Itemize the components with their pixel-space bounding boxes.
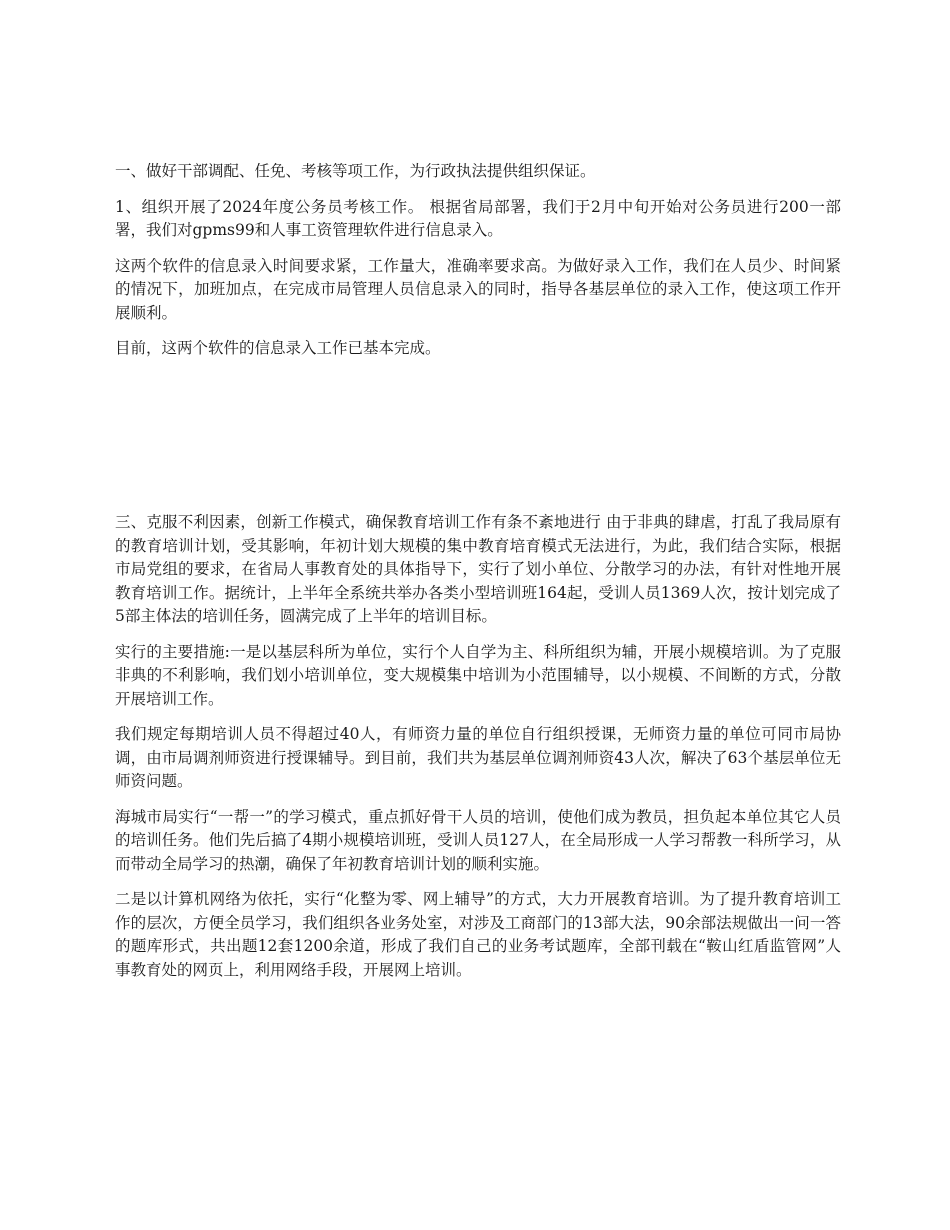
paragraph: 实行的主要措施:一是以基层科所为单位，实行个人自学为主、科所组织为辅，开展小规模培训。为了克服非典的不利影响，我们划小培训单位，变大规模集中培训为小范围辅导，以小规模、不间断的方式，分散开展培训工作。 <box>115 642 841 708</box>
paragraph: 二是以计算机网络为依托，实行“化整为零、网上辅导”的方式，大力开展教育培训。为了提升教育培训工作的层次，方便全员学习，我们组织各业务处室，对涉及工商部门的13部大法，90余部法规做出一问一答的题库形式，共出题12套1200余道，形成了我们自己的业务考试题库，全部刊载在“鞍山红盾监管网”人事教育处的网页上，利用网络手段，开展网上培训。 <box>115 890 841 979</box>
section-three-heading: 三、克服不利因素，创新工作模式，确保教育培训工作有条不紊地进行 由于非典的肆虐，打乱了我局原有的教育培训计划，受其影响，年初计划大规模的集中教育培育模式无法进行，为此，我们结合实际，根据市局党组的要求，在省局人事教育处的具体指导下，实行了划小单位、分散学习的办法，有针对性地开展教育培训工作。据统计，上半年全系统共举办各类小型培训班164起，受训人员1369人次，按计划完成了5部主体法的培训任务，圆满完成了上半年的培训目标。 <box>115 513 841 625</box>
section-three <box>115 511 841 994</box>
paragraph: 1、组织开展了2024年度公务员考核工作。 根据省局部署，我们于2月中旬开始对公务员进行200一部署，我们对gpms99和人事工资管理软件进行信息录入。 <box>115 197 841 239</box>
paragraph: 这两个软件的信息录入时间要求紧，工作量大，准确率要求高。为做好录入工作，我们在人员少、时间紧的情况下，加班加点，在完成市局管理人员信息录入的同时，指导各基层单位的录入工作，使这项工作开展顺利。 <box>115 256 841 322</box>
paragraph: 海城市局实行“一帮一”的学习模式，重点抓好骨干人员的培训，使他们成为教员，担负起本单位其它人员的培训任务。他们先后搞了4期小规模培训班，受训人员127人，在全局形成一人学习帮教一科所学习，从而带动全局学习的热潮，确保了年初教育培训计划的顺利实施。 <box>115 807 841 873</box>
section-one-heading: 一、做好干部调配、任免、考核等项工作，为行政执法提供组织保证。 <box>115 162 596 180</box>
paragraph: 我们规定每期培训人员不得超过40人，有师资力量的单位自行组织授课，无师资力量的单位可同市局协调，由市局调剂师资进行授课辅导。到目前，我们共为基层单位调剂师资43人次，解决了63个基层单位无师资问题。 <box>115 725 841 790</box>
section-one <box>115 160 841 373</box>
paragraph: 目前，这两个软件的信息录入工作已基本完成。 <box>115 339 441 357</box>
